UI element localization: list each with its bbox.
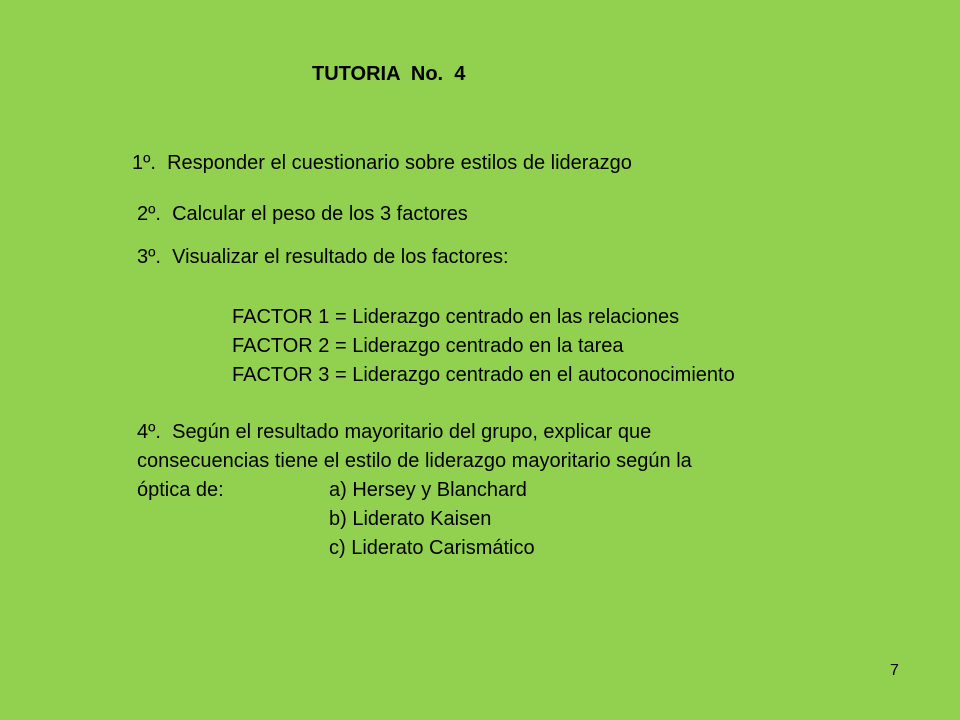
option-b-text: b) Liderato Kaisen	[329, 508, 492, 530]
step-1-text: 1º. Responder el cuestionario sobre estilos de liderazgo	[132, 152, 632, 174]
step-4-option-row-b	[137, 505, 857, 534]
step-4-block	[137, 418, 857, 563]
optica-label: óptica de:	[137, 479, 224, 501]
step-4-option-row-c	[137, 534, 857, 563]
slide-title: TUTORIA No. 4	[312, 63, 466, 85]
option-c-text: c) Liderato Carismático	[329, 537, 535, 559]
option-a-text: a) Hersey y Blanchard	[329, 479, 527, 501]
step-4-line-2: consecuencias tiene el estilo de liderazgo mayoritario según la	[137, 450, 692, 472]
page-number: 7	[890, 662, 899, 679]
factor-1-text: FACTOR 1 = Liderazgo centrado en las relaciones	[232, 306, 680, 328]
factor-2-text: FACTOR 2 = Liderazgo centrado en la tarea	[232, 335, 624, 357]
step-4-line-1: 4º. Según el resultado mayoritario del grupo, explicar que	[137, 421, 652, 443]
step-2-text: 2º. Calcular el peso de los 3 factores	[137, 203, 468, 225]
factor-list	[232, 303, 735, 390]
step-3-text: 3º. Visualizar el resultado de los factores:	[137, 246, 509, 268]
factor-3-text: FACTOR 3 = Liderazgo centrado en el autoconocimiento	[232, 364, 735, 386]
step-4-option-row-a	[137, 476, 857, 505]
